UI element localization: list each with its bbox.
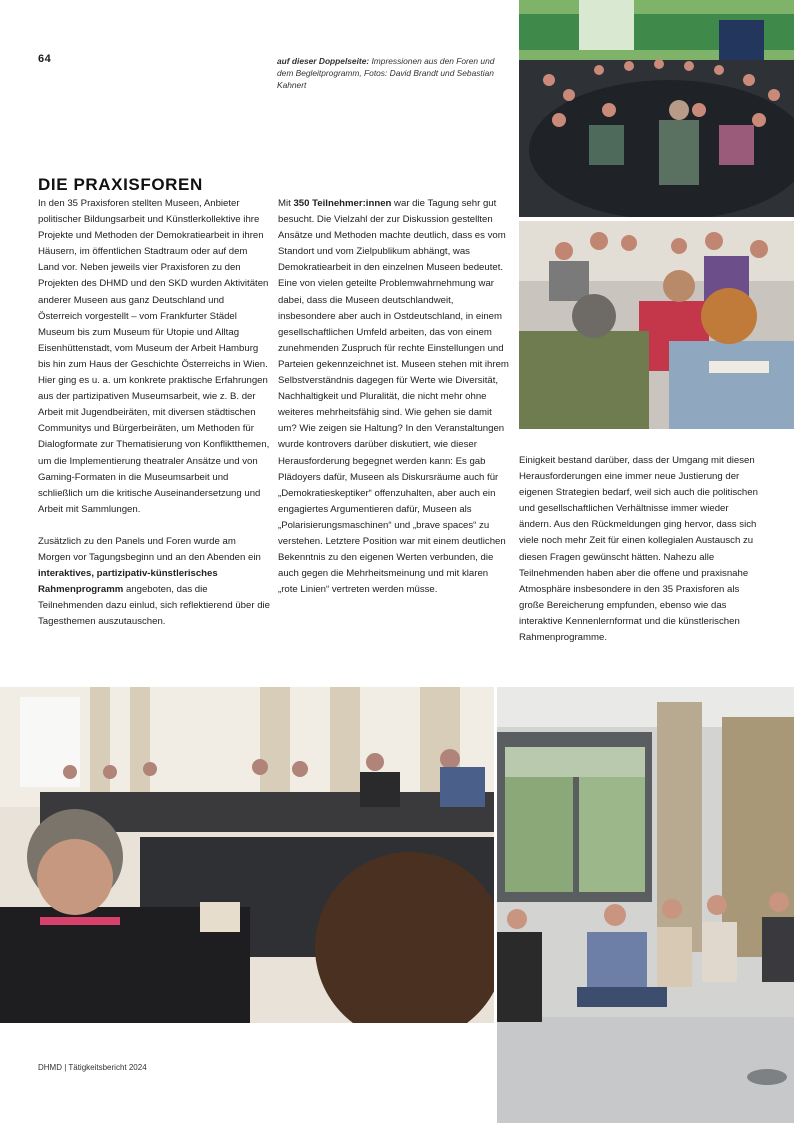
photo-caption bbox=[277, 55, 509, 91]
caption-text: Impressionen aus den Foren und dem Begleitprogramm, Fotos: David Brandt und Sebastian Kahnert bbox=[277, 56, 495, 90]
caption-lead: auf dieser Doppelseite: bbox=[277, 56, 370, 66]
col1-p2-highlight: interaktives, partizipativ-künstlerisches Rahmenprogramm bbox=[38, 568, 218, 596]
page-number: 64 bbox=[38, 53, 52, 65]
col2-paragraph bbox=[278, 196, 510, 598]
col1-p2-start: Zusätzlich zu den Panels und Foren wurde am Morgen vor Tagungsbeginn und an den Abenden ein bbox=[38, 535, 261, 563]
col3-paragraph: Einigkeit bestand darüber, dass der Umgang mit diesen Herausforderungen eine immer neue Justierung der eigenen Strategien bedarf, weil sich auch die politischen und gesellschaftlichen Verhältnisse immer wieder ändern. Aus den Rückmeldungen ging hervor, dass sich viele noch mehr Zeit für einen kollegialen Austausch zu diesen Fragen gewünscht hätten. Nahezu alle Teilnehmenden haben aber die offene und praxisnahe Atmosphäre insbesondere in den 35 Praxisforen als große Bereicherung empfunden, ebenso wie das interaktive Kennenlernformat und die künstlerischen Rahmenprogramme. bbox=[519, 455, 758, 644]
col1-paragraph-1: In den 35 Praxisforen stellten Museen, Anbieter politischer Bildungsarbeit und Künstlerkollektive ihre Projekte und Methoden der Demokratiearbeit in ihren Häusern, im öffentlichen Stadtraum oder auf dem Land vor. Neben jeweils vier Praxisforen zu den Projekten des DHMD und den SKD wurden Aktivitäten anderer Museen aus ganz Deutschland und Österreich vorgestellt – vom Frankfurter Städel Museum bis zum Museum für Utopie und Alltag Eisenhüttenstadt, vom Museum der Arbeit Hamburg bis hin zum Haus der Geschichte Österreichs in Wien. Hier ging es u. a. um konkrete praktische Erfahrungen aus der partizipativen Museumsarbeit, wie z. B. der Arbeit mit Jugendbeiräten, mit diversen städtischen Communitys und Bürgerbeiräten, um Methoden für Dialogformate zur Thematisierung von Konfliktthemen, um die Implementierung theatraler Ansätze und von Gaming-Formaten in die Museumsarbeit und schließlich um die kritische Auseinandersetzung und Arbeit mit Sammlungen. bbox=[38, 198, 270, 515]
text-column-3 bbox=[519, 453, 759, 646]
col1-paragraph-2 bbox=[38, 534, 270, 631]
col1-p2-end: angeboten, das die Teilnehmenden dazu einlud, sich reflektierend über die Tagesthemen auszutauschen. bbox=[38, 584, 270, 628]
footer-text: DHMD | Tätigkeitsbericht 2024 bbox=[38, 1063, 147, 1072]
photo-chair-circle bbox=[497, 687, 794, 1123]
photo-panel-room bbox=[0, 687, 494, 1023]
photo-forum-discussion bbox=[519, 221, 794, 429]
photo-forum-circle bbox=[519, 0, 794, 217]
text-column-2 bbox=[278, 196, 510, 598]
col2-start: Mit bbox=[278, 198, 294, 209]
text-column-1 bbox=[38, 196, 270, 630]
col2-rest: war die Tagung sehr gut besucht. Die Vielzahl der zur Diskussion gestellten Ansätze und Methoden machte deutlich, dass es vom Standort und vom Zielpublikum abhängt, was Demokratiearbeit in den einzelnen Museen bedeutet. Eine von vielen geteilte Problemwahrnehmung war dabei, dass die Museen deutschlandweit, insbesondere aber auch in Ostdeutschland, in einem gesellschaftlichen Umfeld arbeiten, das von einem zunehmenden Zuspruch für rechte Einstellungen und Parteien gekennzeichnet ist. Museen stehen mit ihrem Selbstverständnis dagegen für Werte wie Diversität, Nachhaltigkeit und Pluralität, die nicht mehr ohne weiteres mehrheitsfähig sind. Wie gehen sie damit um? Wie zeigen sie Haltung? In den Veranstaltungen wurde kontrovers darüber diskutiert, wie dieser Herausforderung begegnet werden kann: Es gab Plädoyers dafür, Museen als Diskursräume auch für „Demokratieskeptiker“ offenzuhalten, aber auch ein engagiertes Argumentieren dafür, Museen als „Polarisierungsmaschinen“ und „brave spaces“ zu verstehen. Letztere Position war mit einem deutlichen Bekenntnis zu den eigenen Werten verbunden, die auch gegen die Mehrheitsmeinung und mit klaren „rote Linien“ vertreten werden müsse. bbox=[278, 198, 509, 596]
col2-highlight: 350 Teilnehmer:innen bbox=[293, 198, 392, 209]
section-title: DIE PRAXISFOREN bbox=[38, 175, 203, 194]
